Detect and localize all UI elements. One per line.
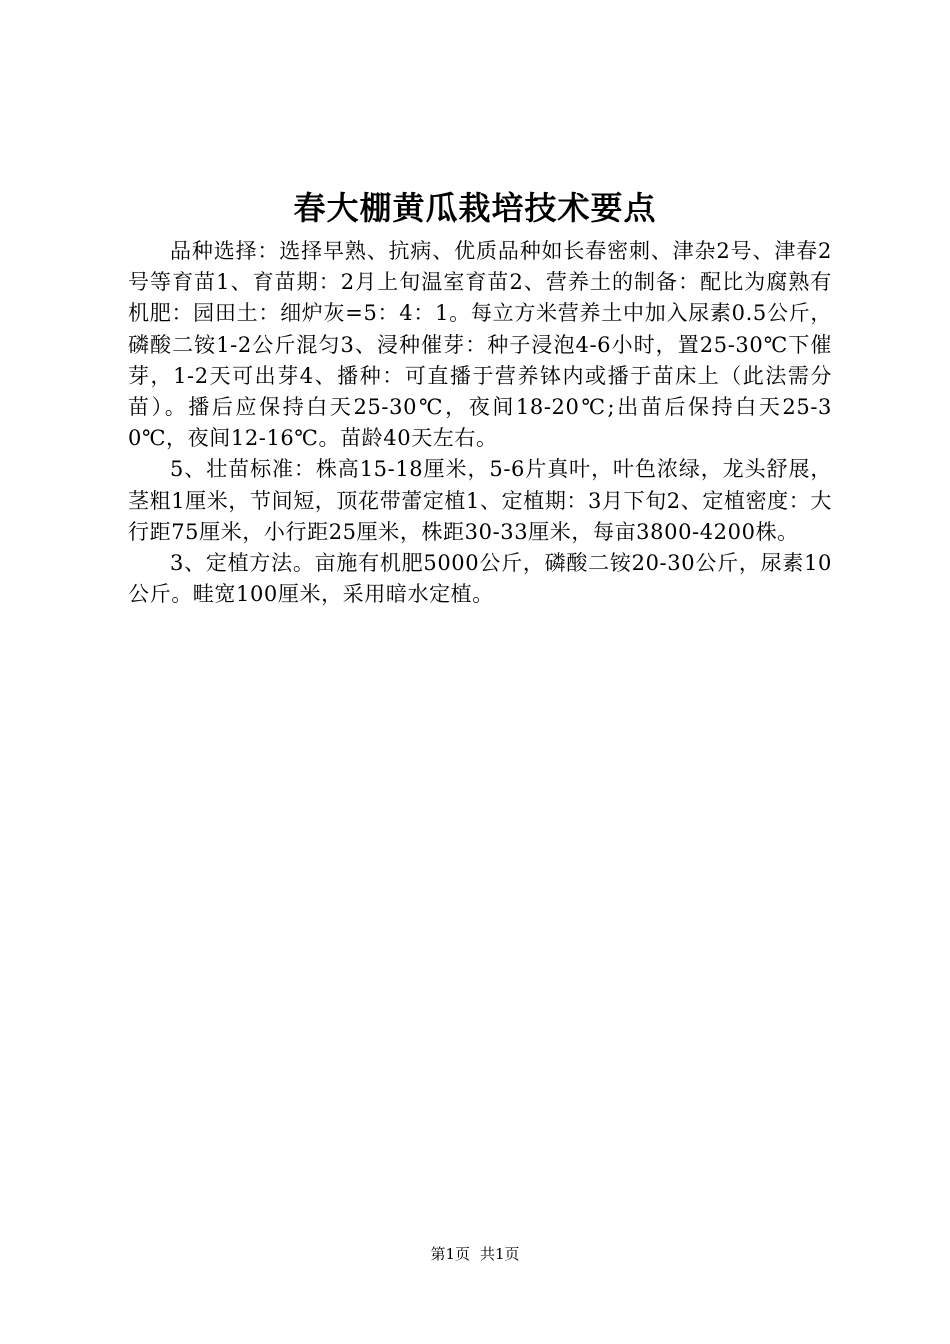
paragraph-seedling: 品种选择：选择早熟、抗病、优质品种如长春密刺、津杂2号、津春2号等育苗1、育苗期：2月上旬温室育苗2、营养土的制备：配比为腐熟有机肥：园田土：细炉灰=5：4：1。每立方米营养土中加入尿素0.5公斤，磷酸二铵1-2公斤混匀3、浸种催芽：种子浸泡4-6小时，置25-30℃下催芽，1-2天可出芽4、播种：可直播于营养钵内或播于苗床上（此法需分苗）。播后应保持白天25-30℃，夜间18-20℃;出苗后保持白天25-30℃，夜间12-16℃。苗龄40天左右。 — [128, 239, 832, 451]
document-title: 春大棚黄瓜栽培技术要点 — [293, 189, 657, 227]
document-body — [128, 236, 832, 610]
page-footer — [0, 1243, 950, 1265]
page-number: 第1页 — [430, 1245, 470, 1263]
paragraph-strong-seedling: 5、壮苗标准：株高15-18厘米，5-6片真叶，叶色浓绿，龙头舒展，茎粗1厘米，节间短，顶花带蕾定植1、定植期：3月下旬2、定植密度：大行距75厘米，小行距25厘米，株距30-33厘米，每亩3800-4200株。 — [128, 457, 832, 544]
page-total: 共1页 — [480, 1245, 520, 1263]
paragraph-planting-method: 3、定植方法。亩施有机肥5000公斤，磷酸二铵20-30公斤，尿素10公斤。畦宽100厘米，采用暗水定植。 — [128, 551, 832, 607]
